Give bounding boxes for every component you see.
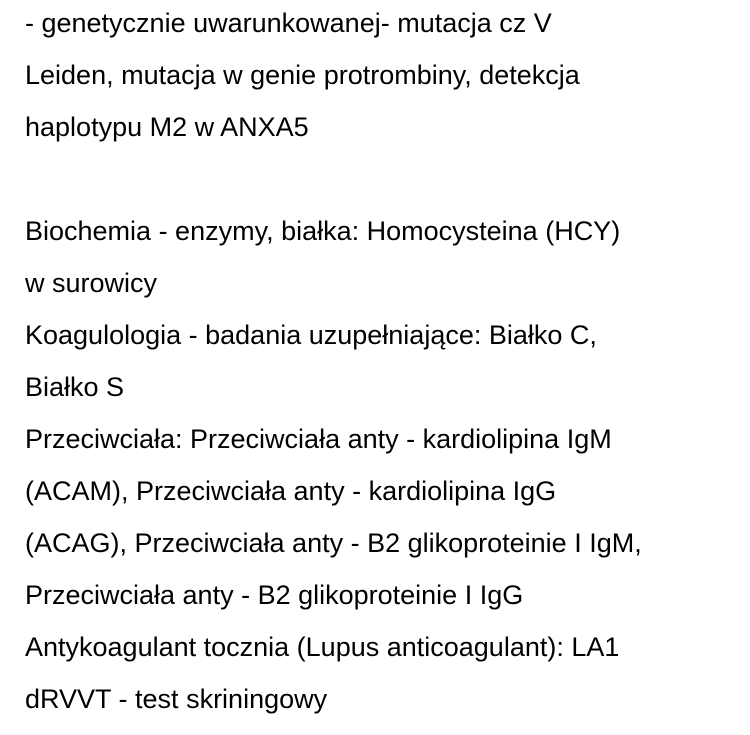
antibodies-line: Przeciwciała: Przeciwciała anty - kardiolipina IgM [25, 424, 612, 454]
tests-section [25, 205, 725, 725]
text-line: - genetycznie uwarunkowanej- mutacja cz V [25, 8, 552, 38]
document-text [25, 0, 725, 725]
coagulology-line: Koagulologia - badania uzupełniające: Białko C, [25, 320, 597, 350]
text-line: haplotypu M2 w ANXA5 [25, 112, 309, 142]
genetic-section [25, 0, 725, 153]
text-line: Leiden, mutacja w genie protrombiny, detekcja [25, 60, 580, 90]
text-line: dRVVT - test skriningowy [25, 684, 328, 714]
lupus-anticoagulant-line: Antykoagulant tocznia (Lupus anticoagulant): LA1 [25, 632, 620, 662]
text-line: Białko S [25, 372, 125, 402]
text-line: (ACAM), Przeciwciała anty - kardiolipina IgG [25, 476, 557, 506]
text-line: w surowicy [25, 268, 158, 298]
text-line: (ACAG), Przeciwciała anty - B2 glikoproteinie I IgM, [25, 528, 642, 558]
text-line: Przeciwciała anty - B2 glikoproteinie I IgG [25, 580, 524, 610]
biochemistry-line: Biochemia - enzymy, białka: Homocysteina (HCY) [25, 216, 621, 246]
blank-line [25, 153, 725, 205]
